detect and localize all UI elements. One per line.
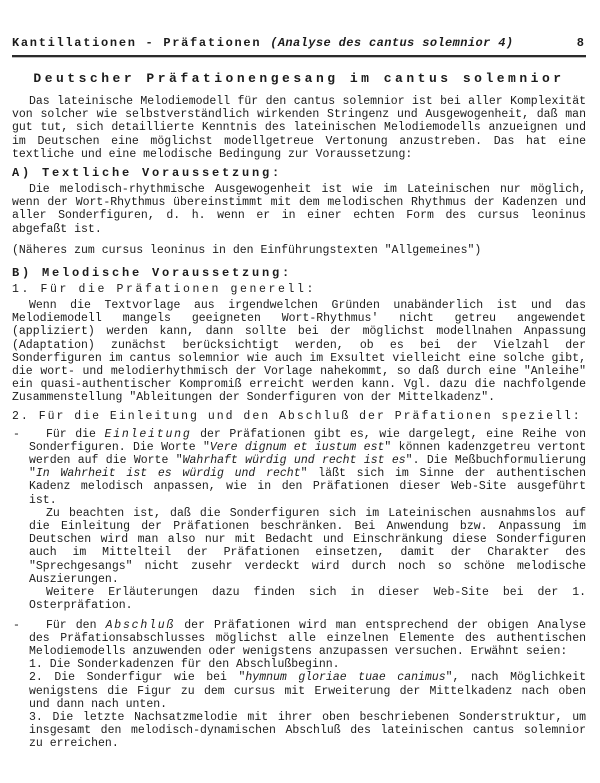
numbered-item-3: 3. Die letzte Nachsatzmelodie mit ihrer oben beschriebenen Sonderstruktur, um insgesamt den melodisch-dynamischen Abschluß des lateinischen cantus solemnior zu erreichen. (29, 710, 586, 751)
subsection-2-heading: 2. Für die Einleitung und den Abschluß der Präfationen speziell: (12, 409, 582, 423)
header-title-group (12, 36, 513, 50)
header-divider (12, 55, 586, 58)
bullet-dash: - (13, 618, 20, 632)
text-segment: der Präfationen wird man entsprechend der obigen Analyse des Präfationsabschlusses möglichst alle einzelnen Elemente des authentischen Melodiemodells anzuwenden oder wenigstens anzupassen versuchen. Erwähnt seien: (29, 618, 586, 658)
bullet-paragraph-abschluss (29, 619, 586, 659)
bullet-paragraph-weitere: Weitere Erläuterungen dazu finden sich in dieser Web-Site bei der 1. Osterpräfation. (29, 586, 586, 613)
text-segment: 2. Die Sonderfigur wie bei " (29, 671, 246, 685)
text-segment: " läßt sich im Sinne der authentischen Kadenz melodisch anpassen, wie in den Präfationen dieser Web-Site ausgeführt ist. (29, 467, 587, 507)
emphasis-abschluss: Abschluß (105, 618, 176, 632)
header-title: Kantillationen - Präfationen (12, 36, 262, 50)
header-subtitle: (Analyse des cantus solemnior 4) (270, 36, 514, 50)
cursus-leoninus-note: (Näheres zum cursus leoninus in den Einführungstexten "Allgemeines") (12, 243, 482, 257)
text-segment: Für den (46, 618, 106, 632)
text-segment: ", nach Möglichkeit wenigstens die Figur zu dem cursus mit Erweiterung der Mittelkadenz nach oben und dann nach unten. (29, 671, 587, 711)
bullet-item-einleitung (12, 428, 586, 613)
text-segment: der Präfationen gibt es, wie dargelegt, eine Reihe von Sonderfiguren. Die Worte " (29, 427, 587, 454)
text-segment: ". Die Meßbuchformulierung " (29, 454, 586, 481)
main-title: Deutscher Präfationengesang im cantus solemnior (33, 71, 565, 86)
page-header (12, 36, 586, 50)
bullet-item-abschluss (12, 619, 586, 751)
subsection-1-heading: 1. Für die Präfationen generell: (12, 283, 317, 297)
numbered-item-2 (29, 671, 586, 711)
bullet-dash: - (13, 427, 20, 441)
quote-vere-dignum: Vere dignum et iustum est (209, 440, 385, 454)
page-number: 8 (576, 36, 584, 50)
text-segment: Für die (46, 427, 105, 441)
quote-wahrhaft-wuerdig: Wahrhaft würdig und recht ist es (182, 454, 406, 468)
section-b-heading: B) Melodische Voraussetzung: (12, 266, 293, 281)
section-a-heading: A) Textliche Voraussetzung: (12, 166, 283, 181)
bullet-paragraph-einleitung (29, 428, 586, 507)
quote-in-wahrheit: In Wahrheit ist es würdig und recht (35, 467, 301, 481)
text-segment: " können kadenzgetreu vertont werden auf die Worte " (29, 440, 586, 468)
section-a-body: Die melodisch-rhythmische Ausgewogenheit ist wie im Lateinischen nur möglich, wenn der Wort-Rhythmus übereinstimmt mit dem melodischen Rhythmus der Kadenzen und aller Sonderfiguren, d. h. wenn er in einer echten Form des cursus leoninus abgefaßt ist. (12, 183, 586, 236)
quote-hymnum-gloriae: hymnum gloriae tuae canimus (245, 671, 446, 685)
emphasis-einleitung: Einleitung (104, 427, 192, 441)
subsection-1-body: Wenn die Textvorlage aus irgendwelchen Gründen unabänderlich ist und das Melodiemodell mangels geeigneten Wort-Rhythmus' nicht getreu angewendet (appliziert) werden kann, dann sollte bei der möglichst modellnahen Anpassung (Adaptation) zunächst berücksichtigt werden, ob es bei der Vielzahl der Sonderfiguren im cantus solemnior wie auch im Exsultet vielleicht eine solche gibt, die wort- und melodierhythmisch der Vorlage nahekommt, so daß durch eine "Anleihe" ein quasi-authentischer Kompromiß erreicht werden kann. Vgl. dazu die nachfolgende Zusammenstellung "Ableitungen der Sonderfiguren von der Mittelkadenz". (12, 299, 586, 405)
numbered-item-1: 1. Die Sonderkadenzen für den Abschlußbeginn. (29, 658, 340, 672)
bullet-paragraph-zu-beachten: Zu beachten ist, daß die Sonderfiguren sich im Lateinischen ausnahmslos auf die Einleitung der Präfationen beschränken. Bei Anwendung bzw. Anpassung im Deutschen wird man also nur mit Bedacht und Einschränkung diese Sonderfiguren auch im Mittelteil der Präfationen einsetzen, damit der Charakter des "Sprechgesangs" nicht zusehr verdeckt wird durch noch so schöne melodische Auszierungen. (29, 506, 586, 586)
intro-paragraph: Das lateinische Melodiemodell für den cantus solemnior ist bei aller Komplexität von solcher wie selbstverständlich wirkenden Stringenz und Ausgewogenheit, daß man gut tut, sich detaillierte Kenntnis des lateinischen Melodiemodells anzueignen und im Deutschen eine möglichst modellgetreue Vertonung anzustreben. Das hat eine textliche und eine melodische Bedingung zur Voraussetzung: (12, 95, 586, 161)
